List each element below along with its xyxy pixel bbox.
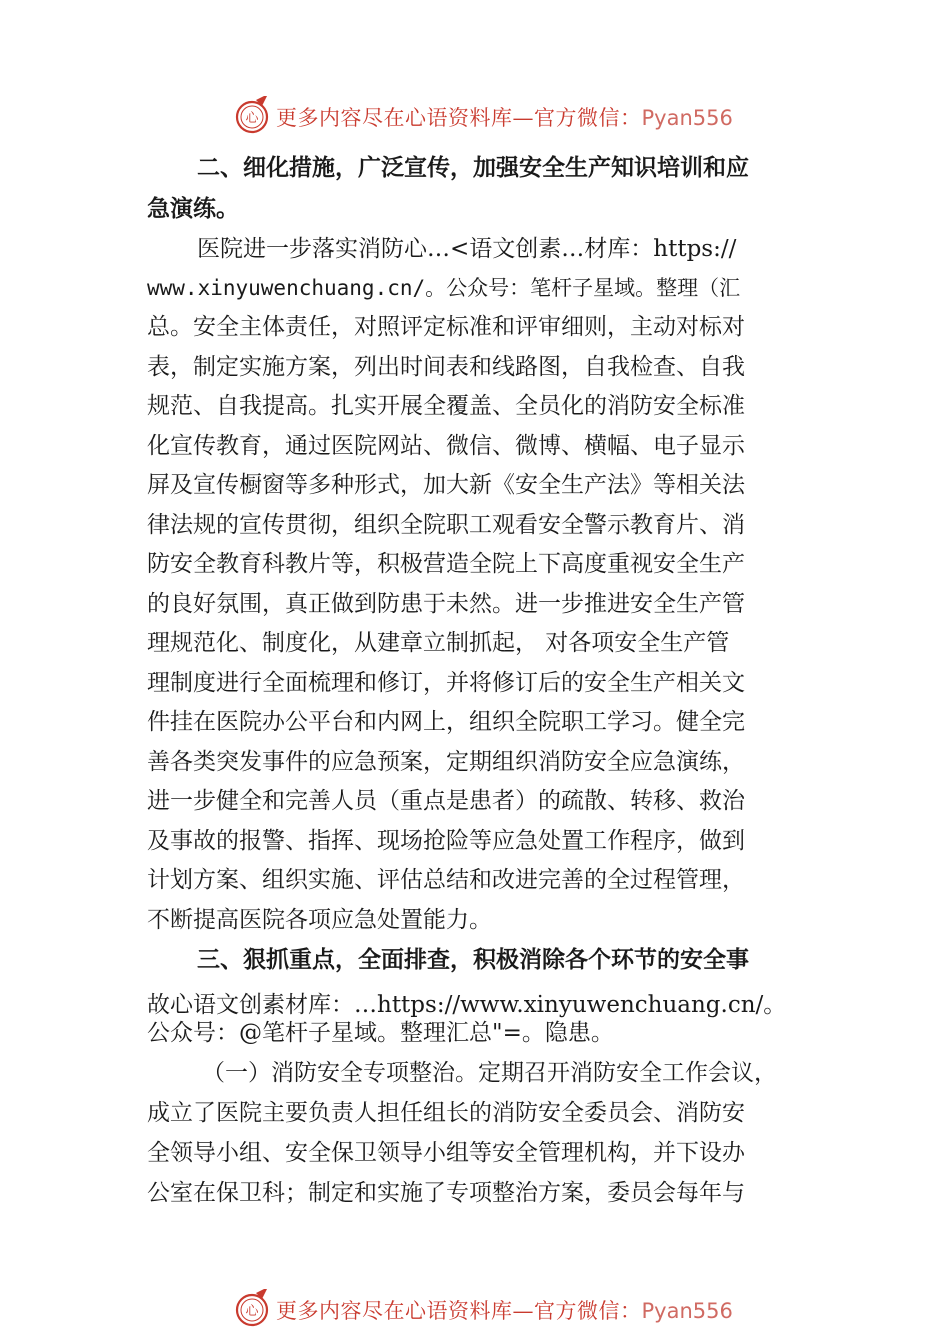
body-line: 进一步健全和完善人员（重点是患者）的疏散、转移、救治 bbox=[147, 788, 745, 814]
body-line: 计划方案、组织实施、评估总结和改进完善的全过程管理， bbox=[147, 867, 745, 893]
body-line: 防安全教育科教片等，积极营造全院上下高度重视安全生产 bbox=[147, 551, 745, 577]
body-line: 屏及宣传橱窗等多种形式，加大新《安全生产法》等相关法 bbox=[147, 472, 745, 498]
section-3-heading: 三、狠抓重点，全面排查，积极消除各个环节的安全事 bbox=[197, 947, 749, 973]
pen-logo-icon bbox=[232, 96, 272, 136]
watermark-text: 更多内容尽在心语资料库—官方微信：Pyan556 bbox=[276, 106, 733, 130]
body-line: 的良好氛围，真正做到防患于未然。进一步推进安全生产管 bbox=[147, 591, 745, 617]
watermark-footer bbox=[0, 1287, 950, 1331]
body-line: 件挂在医院办公平台和内网上，组织全院职工学习。健全完 bbox=[147, 709, 745, 735]
pen-logo-icon bbox=[232, 1289, 272, 1329]
body-line: 理制度进行全面梳理和修订，并将修订后的安全生产相关文 bbox=[147, 670, 745, 696]
section-2-heading-line-2: 急演练。 bbox=[147, 196, 239, 222]
watermark-header bbox=[0, 94, 950, 138]
body-line: 规范、自我提高。扎实开展全覆盖、全员化的消防安全标准 bbox=[147, 393, 745, 419]
subsection-1-line: 全领导小组、安全保卫领导小组等安全管理机构，并下设办 bbox=[147, 1140, 745, 1166]
watermark-wechat-id: Pyan556 bbox=[641, 106, 733, 130]
watermark-wechat-id: Pyan556 bbox=[641, 1299, 733, 1323]
body-line: 善各类突发事件的应急预案，定期组织消防安全应急演练， bbox=[147, 749, 745, 775]
subsection-1-line: 公室在保卫科；制定和实施了专项整治方案，委员会每年与 bbox=[147, 1180, 745, 1206]
body-line: 表，制定实施方案，列出时间表和线路图，自我检查、自我 bbox=[147, 354, 745, 380]
body-line: www.xinyuwenchuang.cn/。公众号：笔杆子星域。整理（汇 bbox=[147, 276, 741, 300]
subsection-1-line: （一）消防安全专项整治。定期召开消防安全工作会议， bbox=[202, 1060, 777, 1086]
watermark-text: 更多内容尽在心语资料库—官方微信：Pyan556 bbox=[276, 1299, 733, 1323]
svg-text:心: 心 bbox=[245, 111, 259, 126]
body-line: 及事故的报警、指挥、现场抢险等应急处置工作程序，做到 bbox=[147, 828, 745, 854]
body-line: 理规范化、制度化，从建章立制抓起， 对各项安全生产管 bbox=[147, 630, 730, 656]
body-line: 律法规的宣传贯彻，组织全院职工观看安全警示教育片、消 bbox=[147, 512, 745, 538]
body-line: 医院进一步落实消防心…<语文创素…材库：https:// bbox=[197, 236, 737, 262]
section-2-heading-line-1: 二、细化措施，广泛宣传，加强安全生产知识培训和应 bbox=[197, 155, 749, 181]
section-3-heading-continuation: 公众号：@笔杆子星域。整理汇总"=。隐患。 bbox=[147, 1020, 614, 1046]
body-line: 化宣传教育，通过医院网站、微信、微博、横幅、电子显示 bbox=[147, 433, 745, 459]
svg-text:心: 心 bbox=[245, 1304, 259, 1319]
body-line: 不断提高医院各项应急处置能力。 bbox=[147, 907, 492, 933]
body-line: 总。安全主体责任，对照评定标准和评审细则，主动对标对 bbox=[147, 314, 745, 340]
section-3-heading-continuation: 故心语文创素材库：…https://www.xinyuwenchuang.cn/。 bbox=[147, 992, 787, 1018]
subsection-1-line: 成立了医院主要负责人担任组长的消防安全委员会、消防安 bbox=[147, 1100, 745, 1126]
